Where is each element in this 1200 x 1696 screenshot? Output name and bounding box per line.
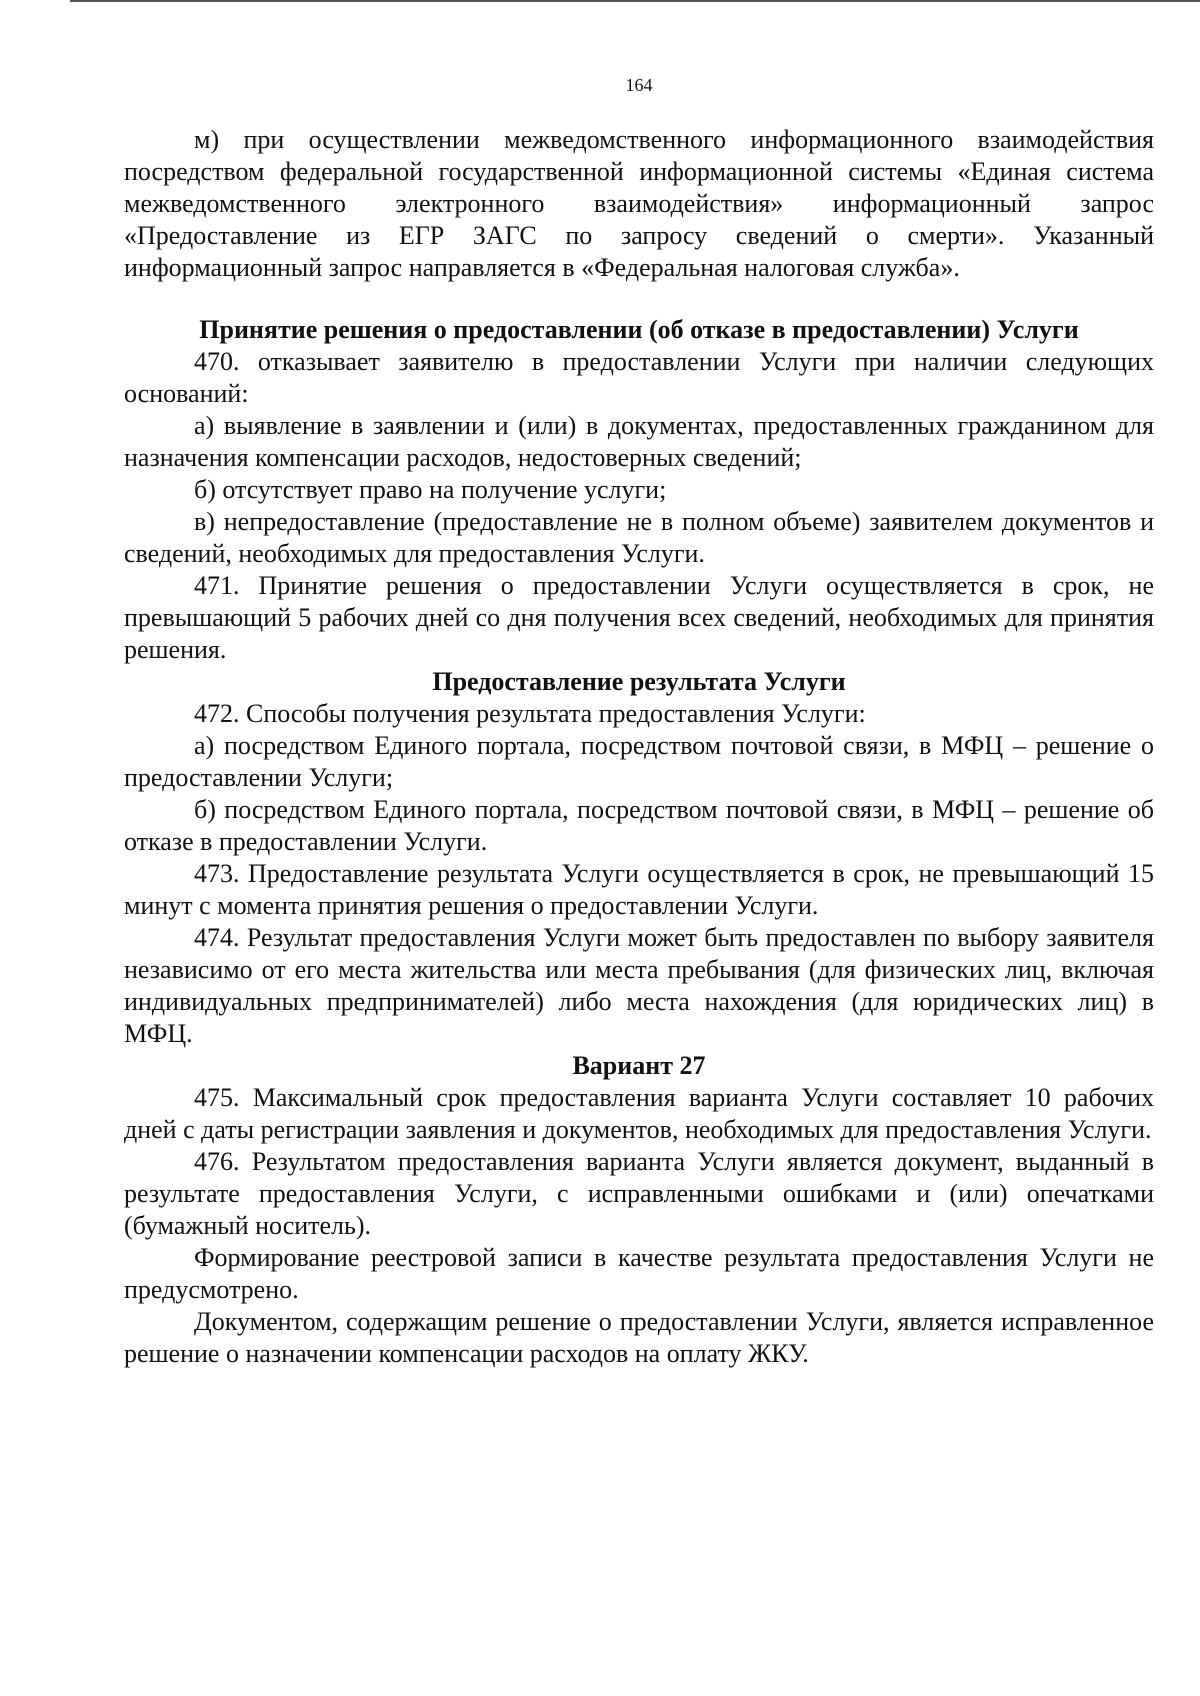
paragraph-475: 475. Максимальный срок предоставления варианта Услуги составляет 10 рабочих дней с даты регистрации заявления и документов, необходимых для предоставления Услуги. (124, 1083, 1154, 1144)
page-number: 164 (625, 75, 653, 95)
paragraph-470-b: б) отсутствует право на получение услуги; (194, 475, 667, 504)
section-heading-variant-27: Вариант 27 (572, 1051, 706, 1080)
paragraph-474: 474. Результат предоставления Услуги может быть предоставлен по выбору заявителя независимо от его места жительства или места пребывания (для физических лиц, включая индивидуальных предпринимателей) либо места нахождения (для юридических лиц) в МФЦ. (124, 923, 1154, 1048)
paragraph-m: м) при осуществлении межведомственного информационного взаимодействия посредством федеральной государственной информационной системы «Единая система межведомственного электронного взаимодействия» информационный запрос «Предоставление из ЕГР ЗАГС по запросу сведений о смерти». Указанный информационный запрос направляется в «Федеральная налоговая служба». (124, 125, 1154, 282)
paragraph-472: 472. Способы получения результата предоставления Услуги: (194, 699, 866, 728)
scan-top-edge-line (70, 0, 1200, 2)
paragraph-decision-document: Документом, содержащим решение о предоставлении Услуги, является исправленное решение о назначении компенсации расходов на оплату ЖКУ. (124, 1307, 1154, 1368)
paragraph-registry-record: Формирование реестровой записи в качестве результата предоставления Услуги не предусмотрено. (124, 1243, 1154, 1304)
paragraph-470-v: в) непредоставление (предоставление не в полном объеме) заявителем документов и сведений, необходимых для предоставления Услуги. (124, 507, 1154, 568)
section-heading-result: Предоставление результата Услуги (432, 667, 846, 696)
paragraph-470: 470. отказывает заявителю в предоставлении Услуги при наличии следующих оснований: (124, 347, 1154, 408)
paragraph-473: 473. Предоставление результата Услуги осуществляется в срок, не превышающий 15 минут с момента принятия решения о предоставлении Услуги. (124, 859, 1154, 920)
paragraph-472-a: а) посредством Единого портала, посредством почтовой связи, в МФЦ – решение о предоставлении Услуги; (124, 731, 1154, 792)
paragraph-470-a: а) выявление в заявлении и (или) в документах, предоставленных гражданином для назначения компенсации расходов, недостоверных сведений; (124, 411, 1154, 472)
paragraph-476: 476. Результатом предоставления варианта Услуги является документ, выданный в результате предоставления Услуги, с исправленными ошибками и (или) опечатками (бумажный носитель). (124, 1147, 1154, 1240)
paragraph-471: 471. Принятие решения о предоставлении Услуги осуществляется в срок, не превышающий 5 рабочих дней со дня получения всех сведений, необходимых для принятия решения. (124, 571, 1154, 664)
section-heading-decision: Принятие решения о предоставлении (об отказе в предоставлении) Услуги (199, 315, 1079, 344)
paragraph-472-b: б) посредством Единого портала, посредством почтовой связи, в МФЦ – решение об отказе в предоставлении Услуги. (124, 795, 1154, 856)
document-page (124, 72, 1154, 1370)
